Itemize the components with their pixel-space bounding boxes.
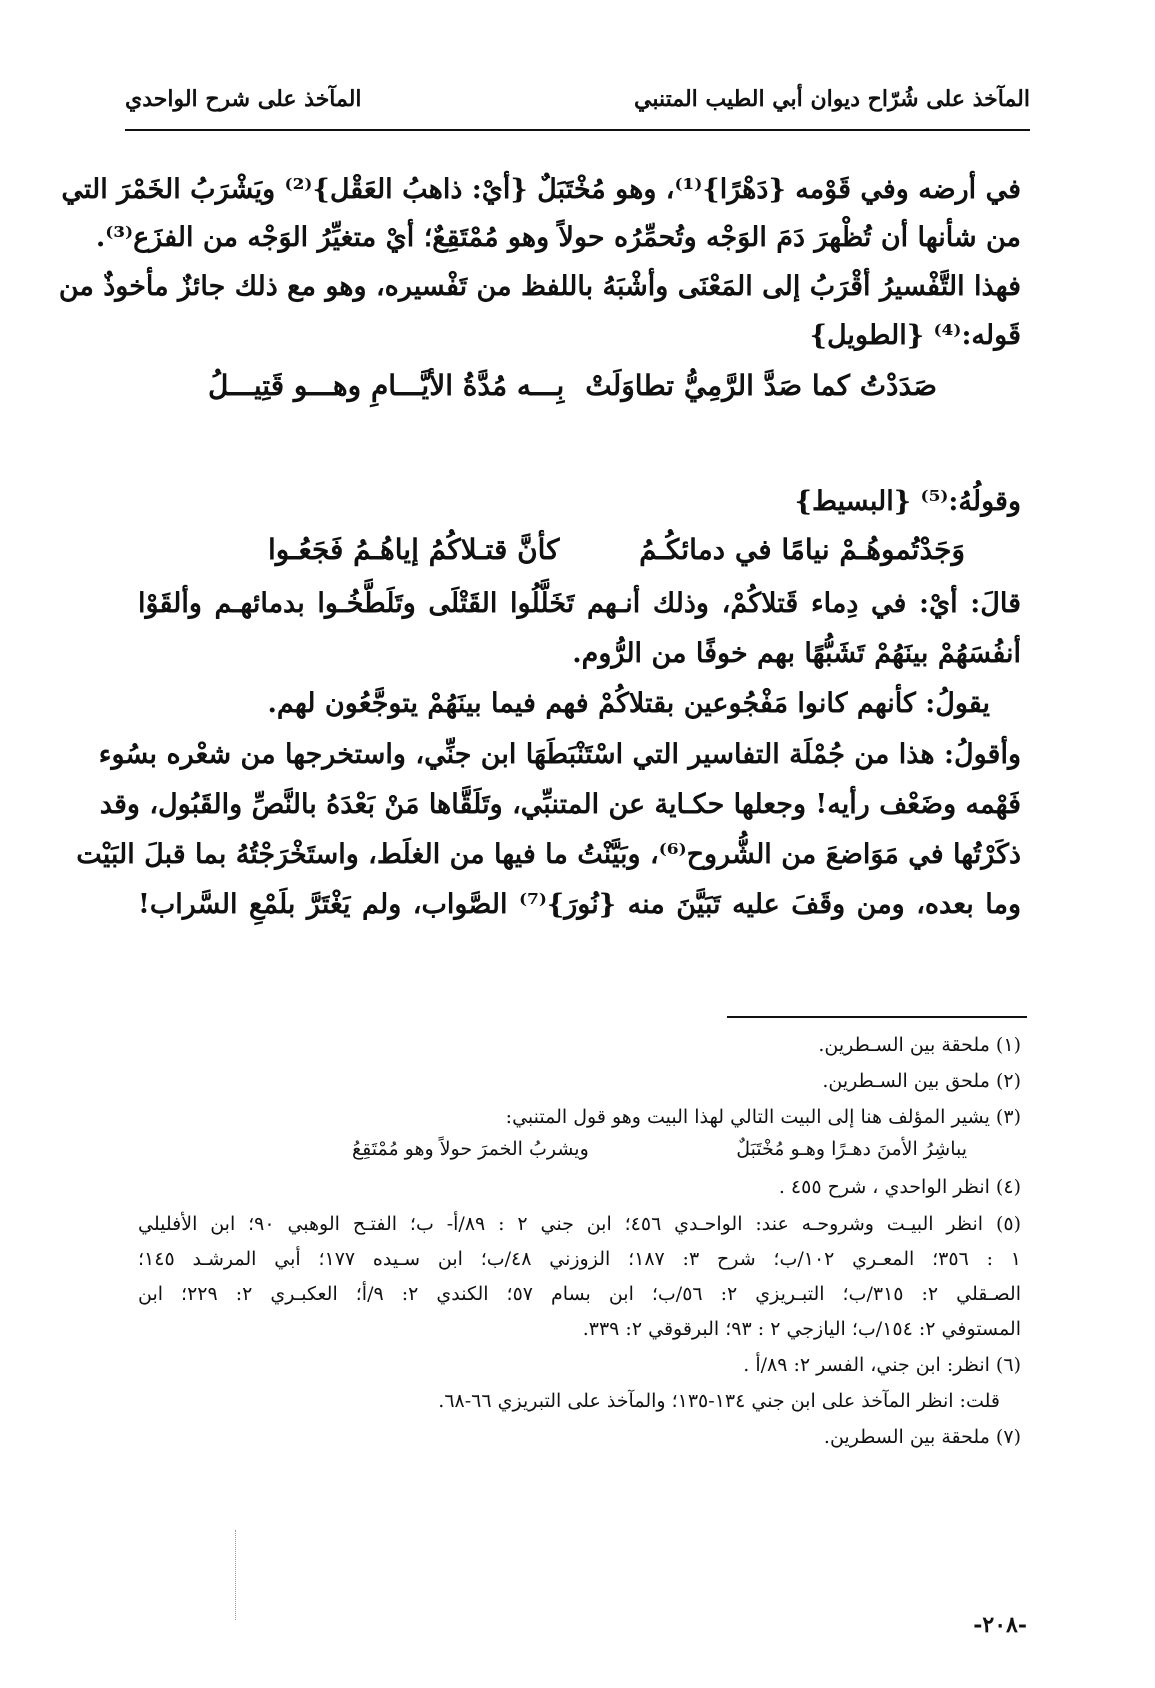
body-line-7: أنفُسَهُمْ بينَهُمْ تَشَبُّهًا بهم خوفًا من الرُّوم. [572, 638, 1021, 669]
body-line-12: وما بعده، ومن وقَفَ عليه تَبَيَّنَ منه {نُورَ}⁽⁷⁾ الصَّواب، ولم يَغْتَرَّ بلَمْعِ السَّراب! [138, 889, 1021, 920]
body-line-1: في أرضه وفي قَوْمه {دَهْرًا}⁽¹⁾، وهو مُخْتَبَلٌ {أيْ: ذاهبُ العَقْل}⁽²⁾ ويَشْرَبُ الخَمْرَ التي [61, 174, 1021, 205]
footnote-5-line-2: ١ : ٣٥٦؛ المعـري ١٠٢/ب؛ شرح ٣: ١٨٧؛ الزوزني ٤٨/ب؛ ابن سـيده ١٧٧؛ أبي المرشـد ١٤٥؛ [138, 1248, 1022, 1270]
footnote-2: (٢) ملحق بين السـطرين. [822, 1070, 1021, 1092]
poem-intro-line: قَوله:⁽⁴⁾ {الطويل} [809, 320, 1021, 351]
body-line-8: يقولُ: كأنهم كانوا مَفْجُوعين بقتلاكُمْ فهم فيما بينَهُمْ يتوجَّعُون لهم. [267, 688, 990, 719]
page-number: -٢٠٨- [973, 1612, 1027, 1638]
footnote-3-verse-first-hemistich: يباشِرُ الأمنَ دهـرًا وهـو مُخْتَبَلٌ [736, 1138, 967, 1160]
body-line-2: من شأنها أن تُظْهرَ دَمَ الوَجْه وتُحمِّرُه حولاً وهو مُمْتَقِعٌ؛ أيْ متغيِّرُ الوَجْه من الفزَع⁽³⁾. [95, 222, 1021, 253]
footnote-5-line-3: الصـقلي ٢: ٣١٥/ب؛ التبـريزي ٢: ٥٦/ب؛ ابن بسام ٥٧؛ الكندي ٢: ٩/أ؛ العكبـري ٢: ٢٢٩؛ ابن [138, 1283, 1021, 1305]
running-header-chapter-title: المآخذ على شرح الواحدي [125, 86, 362, 112]
footnote-1: (١) ملحقة بين السـطرين. [818, 1034, 1021, 1056]
running-header-book-title: المآخذ على شُرّاح ديوان أبي الطيب المتنبي [634, 86, 1030, 112]
footnote-7: (٧) ملحقة بين السطرين. [823, 1426, 1021, 1448]
verse-2-second-hemistich: كأنَّ قتـلاكُمُ إياهُـمُ فَجَعُـوا [268, 533, 560, 566]
footnote-4: (٤) انظر الواحدي ، شرح ٤٥٥ . [778, 1176, 1021, 1198]
verse-2-first-hemistich: وَجَدْتُموهُـمْ نيامًا في دمائكُـمُ [639, 533, 965, 566]
body-line-9: وأقولُ: هذا من جُمْلَة التفاسير التي اسْتَنْبَطَهَا ابن جنِّي، واستخرجها من شعْره بسُوء [98, 739, 1021, 770]
footnote-rule [727, 1016, 1027, 1018]
body-line-6: قالَ: أيْ: في دِماء قَتلاكُمْ، وذلك أنـهم تَخَلَّلُوا القَتْلَى وتَلَطَّخُـوا بدمائهـم وألقَوْا [138, 588, 1021, 619]
footnote-3-verse-second-hemistich: ويشربُ الخمرَ حولاً وهو مُمْتَقِعُ [352, 1138, 589, 1160]
verse-1-first-hemistich: صَدَدْتُ كما صَدَّ الرَّمِيُّ تطاوَلَتْ [585, 369, 937, 402]
body-line-10: فَهْمه وضَعْف رأيه! وجعلها حكـاية عن المتنبِّي، وتَلَقَّاها مَنْ بَعْدَهُ بالنَّصِّ والقَبُول، وقد [99, 789, 1021, 820]
poem-intro-line-2: وقولُهُ:⁽⁵⁾ {البسيط} [794, 486, 1021, 517]
verse-1-second-hemistich: بِـــه مُدَّةُ الأيَّـــامِ وهـــو قَتِيـــلُ [208, 369, 565, 402]
footnote-6-note: قلت: انظر المآخذ على ابن جني ١٣٤-١٣٥؛ والمآخذ على التبريزي ٦٦-٦٨. [438, 1390, 1000, 1412]
scan-margin-mark [235, 1530, 236, 1620]
footnote-5-line-1: (٥) انظر البيـت وشروحـه عند: الواحـدي ٤٥٦؛ ابن جني ٢ : ٨٩/أ- ب؛ الفتـح الوهبي ٩٠؛ ابن الأفليلي [138, 1213, 1021, 1235]
footnote-3: (٣) يشير المؤلف هنا إلى البيت التالي لهذا البيت وهو قول المتنبي: [505, 1106, 1021, 1128]
header-rule [125, 129, 1030, 131]
body-line-3: فهذا التَّفْسيرُ أقْرَبُ إلى المَعْنَى وأشْبَهُ باللفظ من تَفْسيره، وهو مع ذلك جائزٌ مأخوذٌ من [58, 271, 1021, 302]
footnote-6: (٦) انظر: ابن جني، الفسر ٢: ٨٩/أ . [743, 1354, 1021, 1376]
body-line-11: ذكَرْتُها في مَوَاضعَ من الشُّروح⁽⁶⁾، وبَيَّنْتُ ما فيها من الغلَط، واستَخْرَجْتُهُ بما قبلَ البَيْت [76, 839, 1021, 870]
footnote-5-line-4: المستوفي ٢: ١٥٤/ب؛ اليازجي ٢ : ٩٣؛ البرقوقي ٢: ٣٣٩. [582, 1318, 1021, 1340]
